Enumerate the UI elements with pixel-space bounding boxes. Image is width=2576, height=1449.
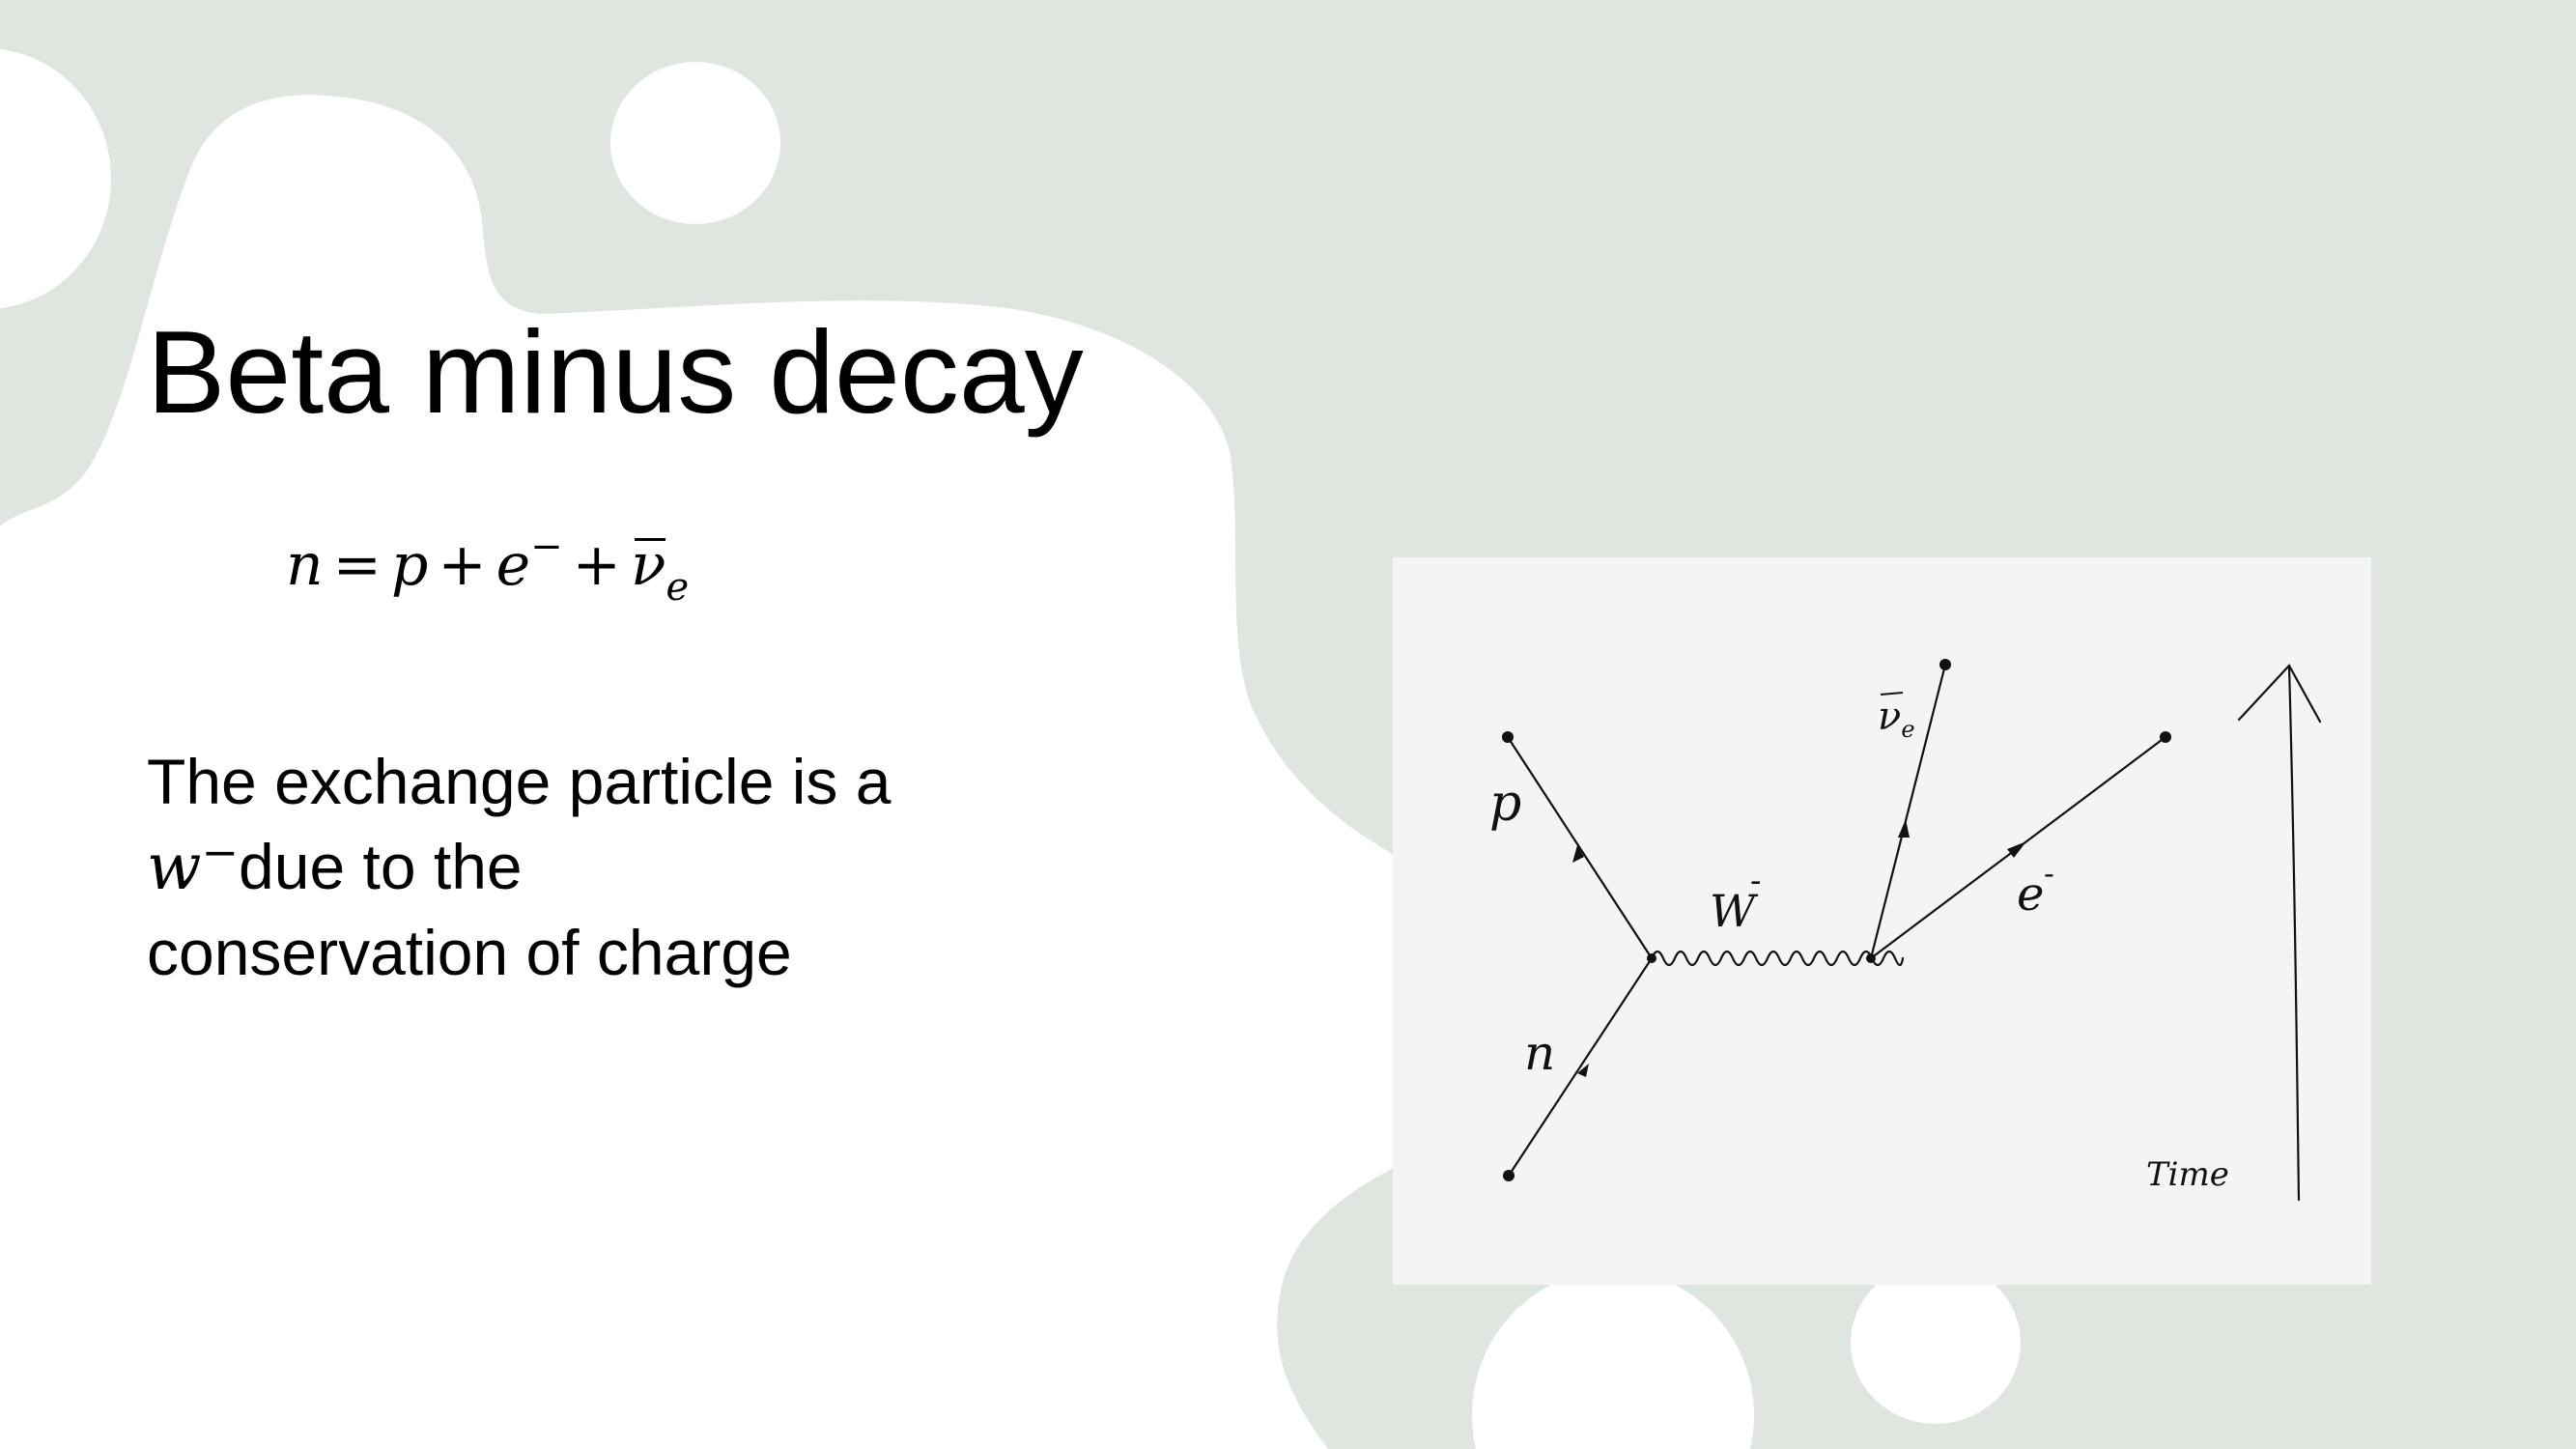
equation-antineutrino: $\nu_e$ — [631, 526, 689, 604]
equation-neutron: n — [286, 531, 324, 599]
label-electron-charge: - — [2044, 855, 2054, 892]
label-w-boson: W — [1710, 885, 1756, 937]
label-proton: p — [1489, 775, 1522, 833]
proton-endpoint — [1502, 731, 1514, 743]
feynman-diagram — [1393, 557, 2371, 1285]
antineutrino-endpoint — [1939, 659, 1951, 670]
white-circle-bottom-right — [1851, 1262, 2021, 1424]
slide-title: Beta minus decay — [147, 306, 1084, 438]
decay-equation — [286, 525, 690, 610]
equation-electron-charge: − — [530, 525, 563, 569]
equation-antineutrino-flavor: e — [665, 565, 690, 610]
label-antineutrino: $\nu_e$ — [1878, 695, 1915, 743]
label-w-charge: - — [1750, 862, 1762, 900]
equation-plus-1: + — [438, 531, 487, 599]
explanation-line-2 — [147, 824, 977, 910]
neutron-endpoint — [1503, 1170, 1514, 1181]
equation-electron: e− — [495, 525, 563, 599]
equation-equals: = — [332, 531, 382, 599]
vertex-left — [1647, 953, 1656, 963]
w-symbol: w− — [147, 826, 240, 904]
label-time: Time — [2146, 1155, 2229, 1194]
vertex-right — [1866, 953, 1876, 963]
explanation-text — [147, 739, 977, 995]
label-electron: e — [2017, 867, 2045, 922]
electron-endpoint — [2160, 731, 2171, 743]
equation-proton: p — [390, 531, 429, 599]
explanation-line-3: conservation of charge — [147, 917, 792, 988]
explanation-line-2-rest: due to the — [239, 831, 523, 902]
equation-plus-2: + — [572, 531, 621, 599]
white-circle-top — [610, 62, 780, 224]
label-neutron: n — [1524, 1025, 1556, 1081]
explanation-line-1: The exchange particle is a — [147, 746, 892, 817]
